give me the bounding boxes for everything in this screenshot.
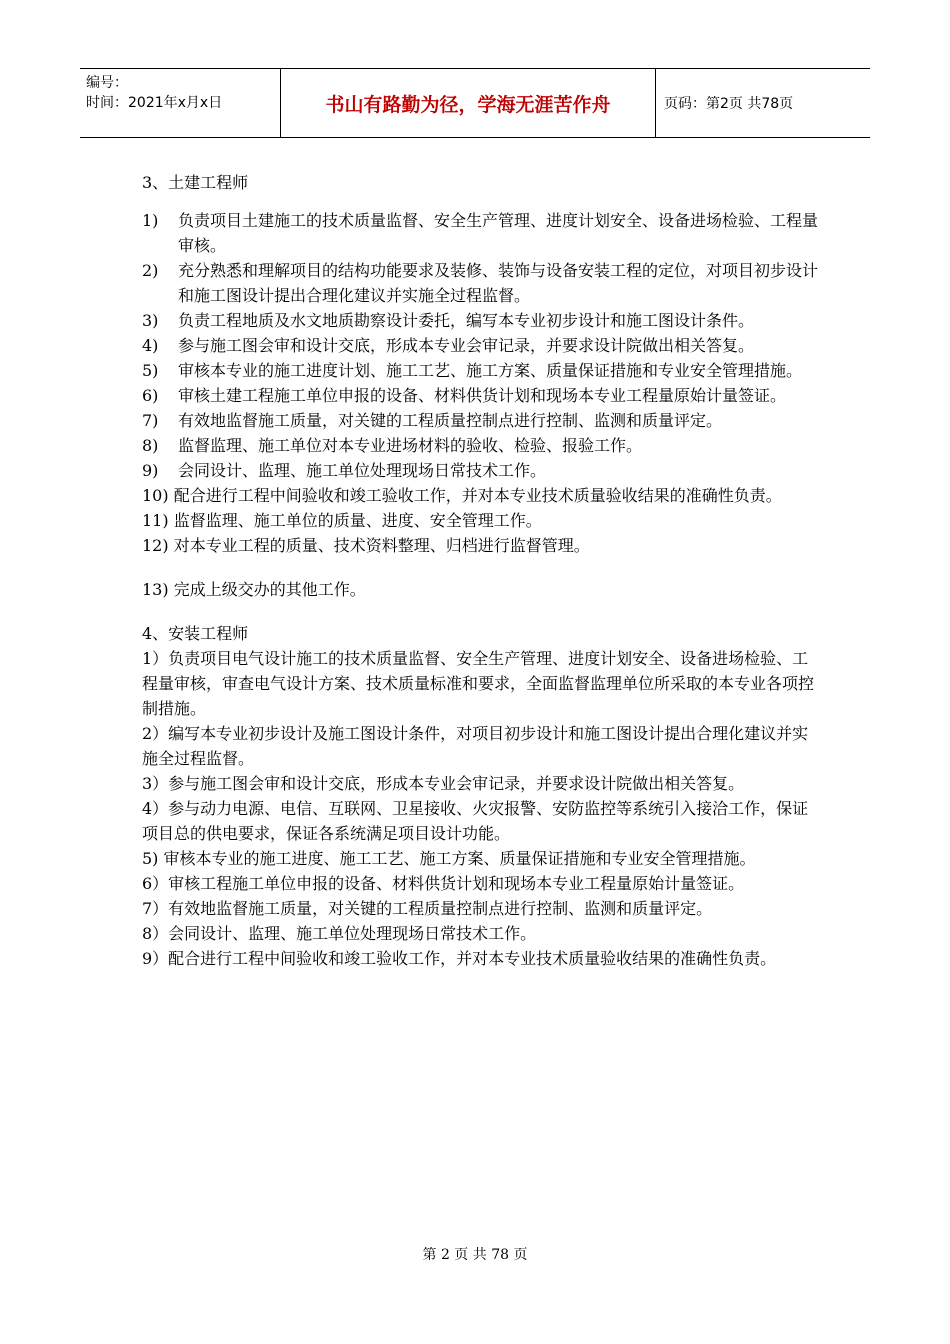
paragraph: 5) 审核本专业的施工进度、施工工艺、施工方案、质量保证措施和专业安全管理措施。 xyxy=(142,849,756,868)
header-meta xyxy=(80,69,281,137)
list-item xyxy=(142,383,818,408)
item-text: 负责项目土建施工的技术质量监督、安全生产管理、进度计划安全、设备进场检验、工程量审核。 xyxy=(178,211,819,255)
list-item xyxy=(142,408,818,433)
page-header xyxy=(80,68,870,138)
item-text: 参与施工图会审和设计交底，形成本专业会审记录，并要求设计院做出相关答复。 xyxy=(178,336,755,355)
page-footer: 第 2 页 共 78 页 xyxy=(422,1247,528,1263)
list-item xyxy=(142,208,818,258)
section-3-title: 3、土建工程师 xyxy=(142,173,249,192)
item-number: 5) xyxy=(142,361,159,380)
list-item-12: 12) 对本专业工程的质量、技术资料整理、归档进行监督管理。 xyxy=(142,536,590,555)
paragraph: 1）负责项目电气设计施工的技术质量监督、安全生产管理、进度计划安全、设备进场检验、工程量审核，审查电气设计方案、技术质量标准和要求，全面监督监理单位所采取的本专业各项控制措施。 xyxy=(142,649,815,718)
document-body xyxy=(142,170,818,971)
item-text: 审核本专业的施工进度计划、施工工艺、施工方案、质量保证措施和专业安全管理措施。 xyxy=(178,361,803,380)
paragraph: 6）审核工程施工单位申报的设备、材料供货计划和现场本专业工程量原始计量签证。 xyxy=(142,874,745,893)
item-number: 9) xyxy=(142,461,159,480)
list-item-11: 11) 监督监理、施工单位的质量、进度、安全管理工作。 xyxy=(142,511,542,530)
item-number: 1) xyxy=(142,211,159,230)
spacer xyxy=(142,602,818,621)
section-4-list xyxy=(142,646,818,971)
list-item xyxy=(142,458,818,483)
list-item-13: 13) 完成上级交办的其他工作。 xyxy=(142,580,366,599)
item-number: 8) xyxy=(142,436,159,455)
item-text: 审核土建工程施工单位申报的设备、材料供货计划和现场本专业工程量原始计量签证。 xyxy=(178,386,787,405)
item-number: 4) xyxy=(142,336,159,355)
item-number: 3) xyxy=(142,311,159,330)
item-text: 有效地监督施工质量，对关键的工程质量控制点进行控制、监测和质量评定。 xyxy=(178,411,723,430)
document-date: 时间：2021年x月x日 xyxy=(86,95,223,111)
list-item-10: 10) 配合进行工程中间验收和竣工验收工作，并对本专业技术质量验收结果的准确性负责。 xyxy=(142,486,782,505)
item-number: 2) xyxy=(142,261,159,280)
list-item xyxy=(142,333,818,358)
item-text: 负责工程地质及水文地质勘察设计委托，编写本专业初步设计和施工图设计条件。 xyxy=(178,311,755,330)
paragraph: 8）会同设计、监理、施工单位处理现场日常技术工作。 xyxy=(142,924,537,943)
list-item xyxy=(142,308,818,333)
paragraph: 3）参与施工图会审和设计交底，形成本专业会审记录，并要求设计院做出相关答复。 xyxy=(142,774,745,793)
item-text: 监督监理、施工单位对本专业进场材料的验收、检验、报验工作。 xyxy=(178,436,643,455)
paragraph: 2）编写本专业初步设计及施工图设计条件，对项目初步设计和施工图设计提出合理化建议并实施全过程监督。 xyxy=(142,724,809,768)
section-4-title: 4、安装工程师 xyxy=(142,624,249,643)
list-item xyxy=(142,433,818,458)
header-motto: 书山有路勤为径，学海无涯苦作舟 xyxy=(281,69,656,137)
item-text: 会同设计、监理、施工单位处理现场日常技术工作。 xyxy=(178,461,547,480)
list-item xyxy=(142,358,818,383)
item-text: 充分熟悉和理解项目的结构功能要求及装修、装饰与设备安装工程的定位，对项目初步设计和施工图设计提出合理化建议并实施全过程监督。 xyxy=(178,261,819,305)
list-item xyxy=(142,258,818,308)
spacer xyxy=(142,558,818,577)
paragraph: 4）参与动力电源、电信、互联网、卫星接收、火灾报警、安防监控等系统引入接洽工作，保证项目总的供电要求，保证各系统满足项目设计功能。 xyxy=(142,799,809,843)
item-number: 6) xyxy=(142,386,159,405)
section-3-list xyxy=(142,208,818,558)
item-number: 7) xyxy=(142,411,159,430)
document-number-label: 编号： xyxy=(86,75,128,91)
header-page-info: 页码：第2页 共78页 xyxy=(664,96,794,112)
paragraph: 7）有效地监督施工质量，对关键的工程质量控制点进行控制、监测和质量评定。 xyxy=(142,899,713,918)
paragraph: 9）配合进行工程中间验收和竣工验收工作，并对本专业技术质量验收结果的准确性负责。 xyxy=(142,949,777,968)
